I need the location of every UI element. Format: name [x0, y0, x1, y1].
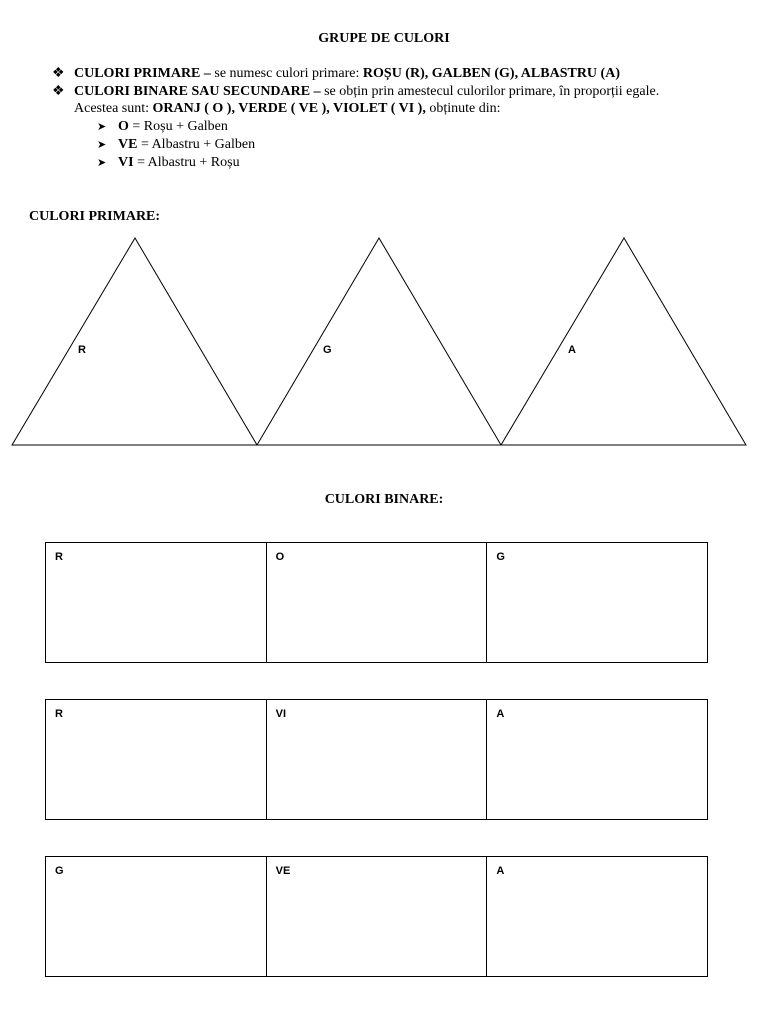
binary-table-orange — [45, 542, 708, 663]
cell-label: G — [55, 865, 64, 877]
table-cell — [487, 857, 707, 976]
table-cell — [46, 700, 267, 819]
sub-item-o — [97, 119, 228, 135]
triangle-label-g: G — [323, 344, 332, 356]
bullet-term: CULORI PRIMARE – — [74, 66, 211, 81]
sub-item-vi — [97, 155, 240, 171]
sub-text: = Albastru + Galben — [137, 137, 256, 152]
table-cell — [267, 857, 488, 976]
line-post: obținute din: — [425, 101, 501, 116]
bullet-primary — [52, 66, 620, 82]
line-bold: ORANJ ( O ), VERDE ( VE ), VIOLET ( VI ), — [152, 101, 426, 116]
cell-label: R — [55, 551, 63, 563]
sub-item-ve — [97, 137, 255, 153]
triangles-diagram — [0, 230, 768, 455]
table-cell — [46, 543, 267, 662]
cell-label: A — [496, 865, 505, 877]
sub-text: = Roșu + Galben — [128, 119, 228, 134]
binary-table-green — [45, 856, 708, 977]
table-cell — [267, 543, 488, 662]
sub-text: = Albastru + Roșu — [133, 155, 240, 170]
diamond-bullet-icon: ❖ — [52, 66, 65, 81]
table-cell — [267, 700, 488, 819]
triangle-g — [257, 238, 501, 445]
cell-label: A — [496, 708, 505, 720]
bullet-text: se obțin prin amestecul culorilor primare, în proporții egale. — [320, 84, 660, 99]
sub-code: VE — [118, 137, 138, 152]
cell-label: VE — [275, 865, 291, 877]
table-cell — [46, 857, 267, 976]
binary-table-violet — [45, 699, 708, 820]
line-pre: Acestea sunt: — [74, 101, 153, 116]
sub-code: VI — [118, 155, 134, 170]
arrow-bullet-icon: ➤ — [97, 139, 107, 151]
arrow-bullet-icon: ➤ — [97, 121, 107, 133]
triangle-label-a: A — [568, 344, 576, 356]
diamond-bullet-icon: ❖ — [52, 84, 65, 99]
primary-colors-heading: CULORI PRIMARE: — [29, 209, 161, 224]
table-cell — [487, 543, 707, 662]
triangle-r — [12, 238, 257, 445]
bullet-bold-tail: ROȘU (R), GALBEN (G), ALBASTRU (A) — [362, 66, 620, 81]
bullet-text: se numesc culori primare: — [210, 66, 363, 81]
triangle-a — [501, 238, 746, 445]
page-title: GRUPE DE CULORI — [318, 31, 450, 46]
cell-label: O — [275, 551, 285, 563]
cell-label: R — [55, 708, 63, 720]
table-cell — [487, 700, 707, 819]
secondary-colors-line — [74, 101, 501, 117]
cell-label: G — [496, 551, 505, 563]
triangle-label-r: R — [78, 344, 86, 356]
bullet-term: CULORI BINARE SAU SECUNDARE – — [74, 84, 321, 99]
cell-label: VI — [275, 708, 287, 720]
bullet-binary — [52, 84, 659, 100]
binary-colors-heading: CULORI BINARE: — [324, 492, 444, 507]
arrow-bullet-icon: ➤ — [97, 157, 107, 169]
sub-code: O — [118, 119, 129, 134]
